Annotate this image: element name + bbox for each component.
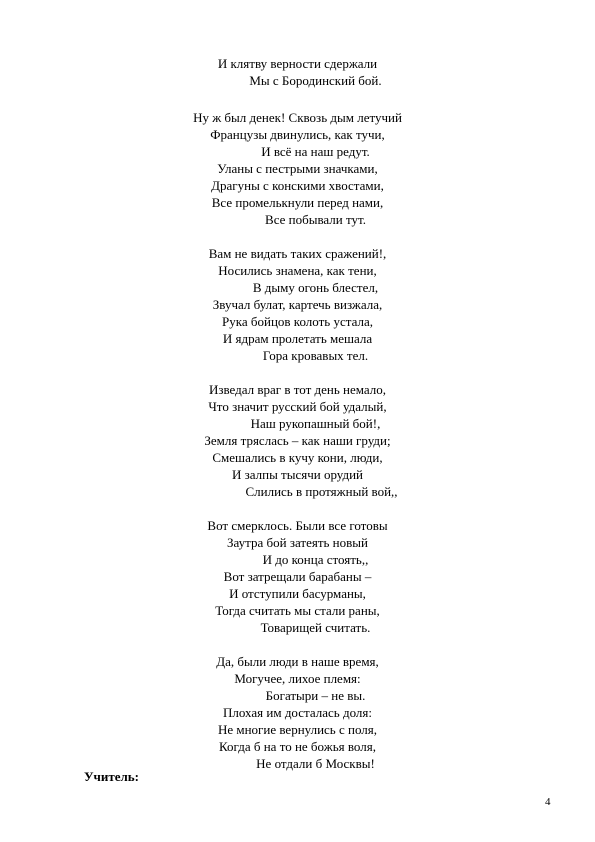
poem-line: Звучал булат, картечь визжала, (212, 297, 383, 312)
poem-line: Носились знамена, как тени, (218, 263, 377, 278)
poem-line: Смешались в кучу кони, люди, (212, 450, 383, 465)
poem-line: Гора кровавых тел. (262, 348, 369, 363)
poem-line: Рука бойцов колоть устала, (222, 314, 373, 329)
poem-line: Слились в протяжный вой,, (245, 484, 398, 499)
poem-line: Все побывали тут. (265, 212, 366, 227)
poem-line: Не отдали б Москвы! (256, 756, 375, 771)
poem-line: Все промелькнули перед нами, (211, 195, 384, 210)
poem-line: Уланы с пестрыми значками, (217, 161, 378, 176)
poem-line: Изведал враг в тот день немало, (208, 382, 387, 397)
poem-line: Драгуны с конскими хвостами, (211, 178, 384, 193)
poem-line: Когда б на то не божья воля, (219, 739, 376, 754)
page-number: 4 (545, 796, 551, 808)
poem-line: Заутра бой затеять новый (227, 535, 368, 550)
poem-line: Мы с Бородинский бой. (249, 73, 382, 88)
poem-line: Тогда считать мы стали раны, (215, 603, 380, 618)
poem-line: Французы двинулись, как тучи, (210, 127, 385, 142)
poem-line: Вот затрещали барабаны – (223, 569, 372, 584)
speaker-label: Учитель: (84, 769, 140, 784)
poem-line: Могучее, лихое племя: (234, 671, 361, 686)
poem-line: Не многие вернулись с поля, (217, 722, 378, 737)
poem-line: Ну ж был денек! Сквозь дым летучий (193, 110, 402, 125)
poem-line: И залпы тысячи орудий (231, 467, 364, 482)
poem-line: Что значит русский бой удалый, (208, 399, 387, 414)
poem-line: И отступили басурманы, (229, 586, 366, 601)
poem-line: И клятву верности сдержали (217, 56, 378, 71)
poem-line: Наш рукопашный бой!, (250, 416, 381, 431)
poem-line: Вот смерклось. Были все готовы (207, 518, 388, 533)
poem-line: И до конца стоять,, (262, 552, 369, 567)
poem-line: Земля тряслась – как наши груди; (204, 433, 391, 448)
poem-line: И ядрам пролетать мешала (222, 331, 373, 346)
poem-line: И всё на наш редут. (261, 144, 370, 159)
poem-line: Товарищей считать. (260, 620, 371, 635)
poem-line: Да, были люди в наше время, (216, 654, 379, 669)
poem-line: Богатыри – не вы. (265, 688, 366, 703)
poem-line: В дыму огонь блестел, (252, 280, 379, 295)
poem-line: Плохая им досталась доля: (223, 705, 372, 720)
poem-line: Вам не видать таких сражений!, (208, 246, 387, 261)
